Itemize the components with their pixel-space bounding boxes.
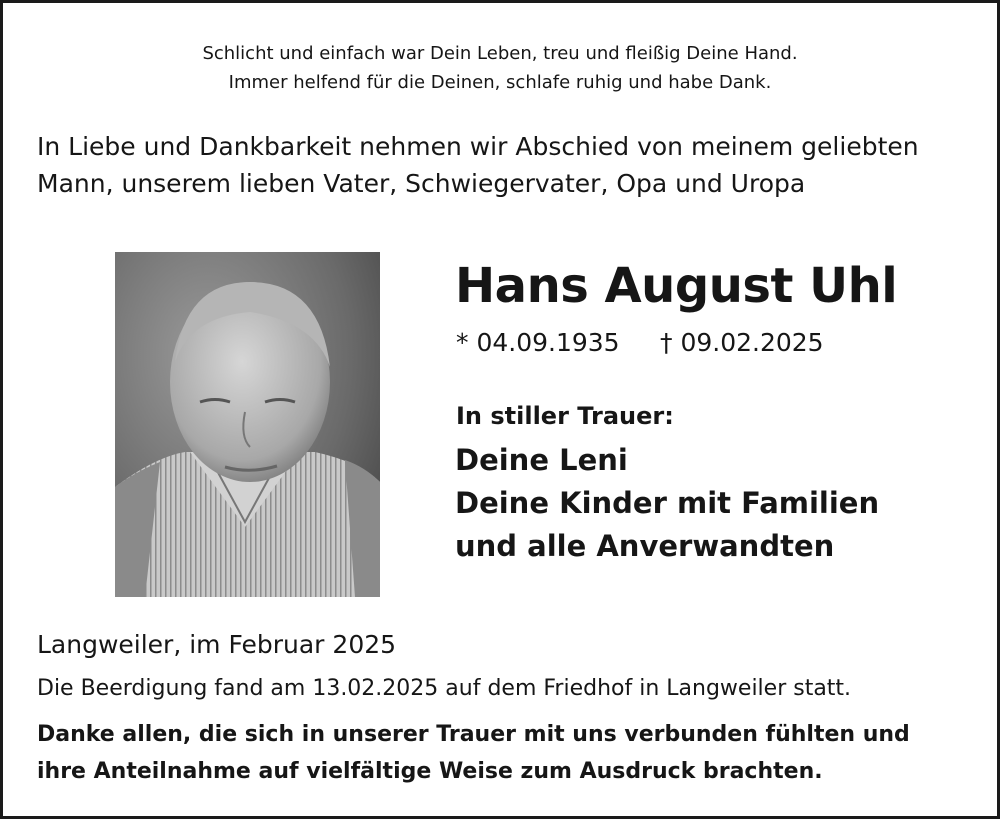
mourner-line-2: Deine Kinder mit Familien (455, 486, 880, 520)
intro-text: In Liebe und Dankbarkeit nehmen wir Abschied von meinem geliebten Mann, unserem lieben Vater, Schwiegervater, Opa und Uropa (37, 132, 919, 198)
birth-date: * 04.09.1935 (456, 328, 620, 357)
burial-note: Die Beerdigung fand am 13.02.2025 auf dem Friedhof in Langweiler statt. (37, 676, 852, 701)
deceased-name: Hans August Uhl (455, 258, 898, 314)
portrait-photo (115, 252, 380, 597)
thanks-line-1: Danke allen, die sich in unserer Trauer mit uns verbunden fühlten und (37, 722, 910, 747)
poem-line-2: Immer helfend für die Deinen, schlafe ruhig und habe Dank. (228, 72, 772, 93)
place-date: Langweiler, im Februar 2025 (37, 630, 397, 659)
mourner-line-1: Deine Leni (455, 443, 628, 477)
poem-line-1: Schlicht und einfach war Dein Leben, treu und fleißig Deine Hand. (202, 43, 798, 64)
thanks-line-2: ihre Anteilnahme auf vielfältige Weise zum Ausdruck brachten. (37, 759, 823, 784)
death-date: † 09.02.2025 (660, 328, 824, 357)
mourning-heading: In stiller Trauer: (456, 402, 674, 430)
mourner-line-3: und alle Anverwandten (455, 529, 835, 563)
